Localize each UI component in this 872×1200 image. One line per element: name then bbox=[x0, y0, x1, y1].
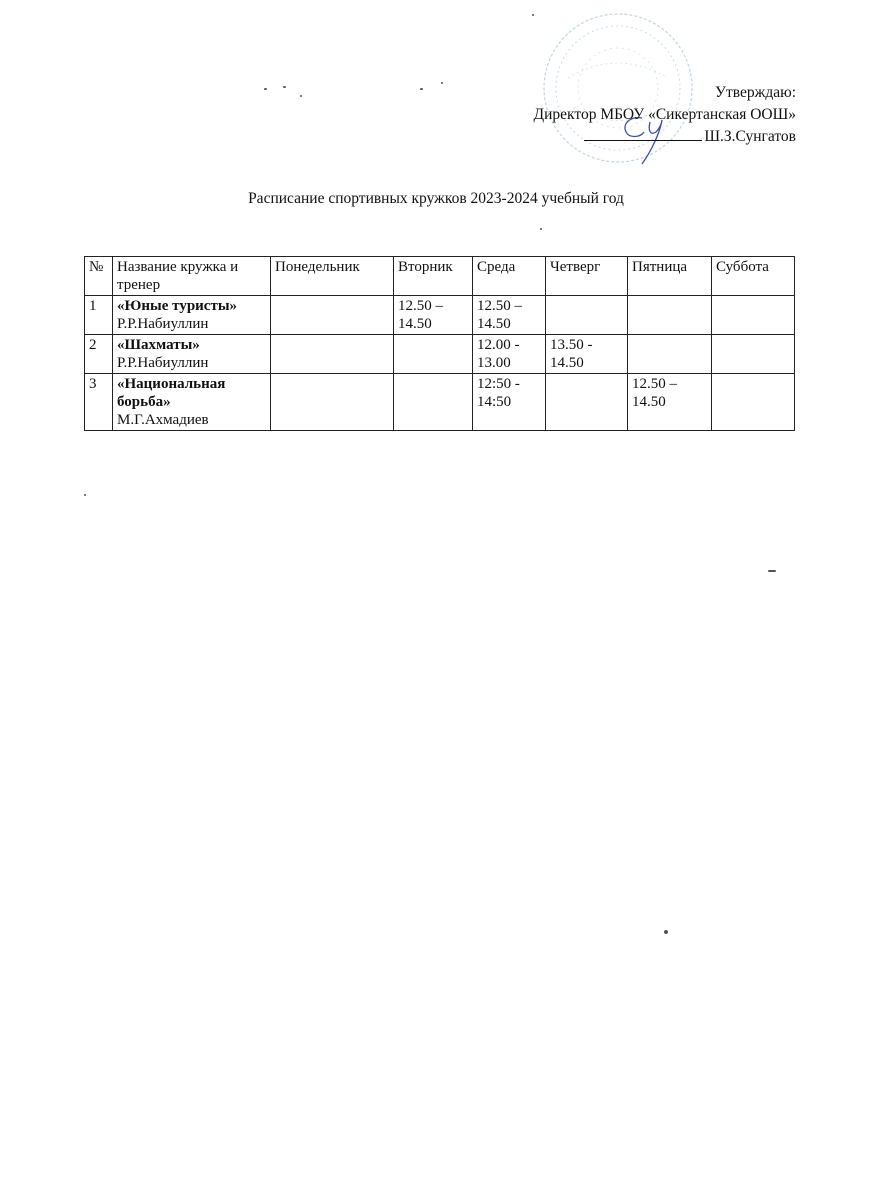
club-name: «Национальная борьба» bbox=[117, 376, 226, 410]
cell-friday bbox=[628, 296, 712, 335]
header-monday: Понедельник bbox=[271, 257, 394, 296]
document-title: Расписание спортивных кружков 2023-2024 учебный год bbox=[248, 190, 624, 207]
header-number: № bbox=[85, 257, 113, 296]
cell-monday bbox=[271, 296, 394, 335]
scan-speck bbox=[264, 88, 267, 90]
row-number: 3 bbox=[85, 374, 113, 431]
header-saturday: Суббота bbox=[712, 257, 795, 296]
header-tuesday: Вторник bbox=[394, 257, 473, 296]
row-number: 1 bbox=[85, 296, 113, 335]
scan-speck bbox=[664, 930, 668, 934]
cell-thursday: 13.50 - 14.50 bbox=[546, 335, 628, 374]
approval-signature-line bbox=[534, 126, 796, 148]
approval-block bbox=[534, 82, 796, 148]
header-thursday: Четверг bbox=[546, 257, 628, 296]
cell-friday: 12.50 – 14.50 bbox=[628, 374, 712, 431]
scan-speck bbox=[300, 95, 302, 97]
cell-saturday bbox=[712, 296, 795, 335]
scan-speck bbox=[283, 86, 286, 88]
row-club bbox=[113, 374, 271, 431]
row-club bbox=[113, 296, 271, 335]
header-club-name: Название кружка и тренер bbox=[113, 257, 271, 296]
table-header-row bbox=[85, 257, 795, 296]
approval-heading: Утверждаю: bbox=[715, 84, 796, 101]
schedule-table bbox=[84, 256, 795, 431]
scan-speck bbox=[532, 14, 534, 16]
signature-blank-line bbox=[584, 126, 702, 141]
cell-wednesday: 12.50 – 14.50 bbox=[473, 296, 546, 335]
cell-tuesday bbox=[394, 335, 473, 374]
cell-tuesday: 12.50 – 14.50 bbox=[394, 296, 473, 335]
cell-saturday bbox=[712, 374, 795, 431]
club-name: «Юные туристы» bbox=[117, 298, 238, 314]
cell-monday bbox=[271, 374, 394, 431]
cell-tuesday bbox=[394, 374, 473, 431]
cell-thursday bbox=[546, 374, 628, 431]
cell-thursday bbox=[546, 296, 628, 335]
scan-speck bbox=[84, 494, 86, 496]
table-row bbox=[85, 296, 795, 335]
scan-speck bbox=[420, 88, 423, 90]
scan-speck bbox=[540, 228, 542, 230]
trainer-name: Р.Р.Набиуллин bbox=[117, 316, 209, 332]
cell-wednesday: 12.00 - 13.00 bbox=[473, 335, 546, 374]
header-friday: Пятница bbox=[628, 257, 712, 296]
trainer-name: М.Г.Ахмадиев bbox=[117, 412, 209, 428]
trainer-name: Р.Р.Набиуллин bbox=[117, 355, 209, 371]
cell-monday bbox=[271, 335, 394, 374]
approval-position: Директор МБОУ «Сикертанская ООШ» bbox=[533, 106, 796, 123]
table-row bbox=[85, 335, 795, 374]
club-name: «Шахматы» bbox=[117, 337, 200, 353]
table-row bbox=[85, 374, 795, 431]
row-number: 2 bbox=[85, 335, 113, 374]
header-wednesday: Среда bbox=[473, 257, 546, 296]
cell-wednesday: 12:50 - 14:50 bbox=[473, 374, 546, 431]
cell-saturday bbox=[712, 335, 795, 374]
cell-friday bbox=[628, 335, 712, 374]
approval-director-name: Ш.З.Сунгатов bbox=[704, 128, 796, 145]
row-club bbox=[113, 335, 271, 374]
scan-speck bbox=[441, 82, 443, 84]
scan-speck bbox=[768, 570, 776, 572]
